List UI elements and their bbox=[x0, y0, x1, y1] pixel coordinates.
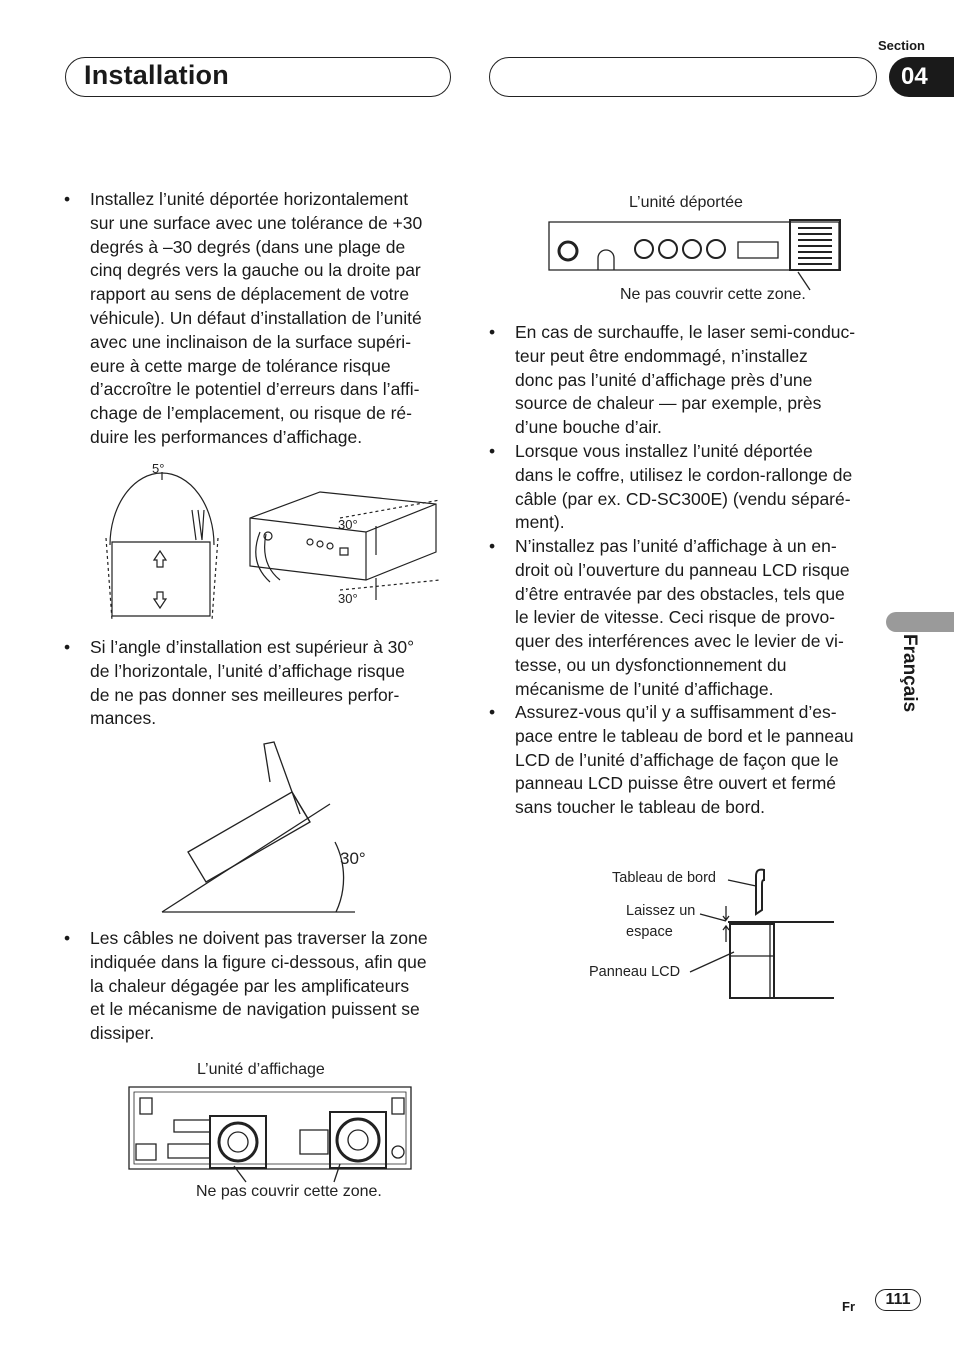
arrow-down-icon bbox=[154, 592, 166, 608]
remote-unit-figure bbox=[548, 218, 840, 290]
text-line: tesse, ou un dysfonctionnement du bbox=[515, 654, 787, 675]
text-line: d’être entravée par des obstacles, tels que bbox=[515, 583, 845, 604]
antenna bbox=[264, 742, 300, 814]
fan-left-hub bbox=[228, 1132, 248, 1152]
lcd-panel bbox=[730, 924, 774, 998]
text-line: panneau LCD puisse être ouvert et fermé bbox=[515, 773, 837, 794]
incline-line bbox=[162, 804, 330, 912]
connector bbox=[174, 1120, 210, 1132]
text-line: chage de l’emplacement, ou risque de ré- bbox=[90, 403, 412, 424]
remote-unit-caption: Ne pas couvrir cette zone. bbox=[620, 286, 806, 303]
bullet-cables bbox=[64, 927, 428, 1046]
left-dashed-line bbox=[106, 538, 112, 620]
text-line: de ne pas donner ses meilleures perfor- bbox=[90, 684, 400, 705]
text-line: Les câbles ne doivent pas traverser la zone bbox=[90, 928, 428, 948]
page-title: Installation bbox=[84, 60, 229, 90]
bullet-text bbox=[90, 927, 428, 1046]
lcd-leader bbox=[690, 952, 734, 972]
text-line: droit où l’ouverture du panneau LCD risque bbox=[515, 559, 850, 580]
footer-lang-code: Fr bbox=[842, 1299, 855, 1314]
caption-leader bbox=[334, 1164, 340, 1182]
text-line: Assurez-vous qu’il y a suffisamment d’es- bbox=[515, 702, 837, 722]
port-circle bbox=[307, 539, 313, 545]
cable-plugs bbox=[192, 510, 204, 540]
connector bbox=[168, 1144, 210, 1158]
multi-connector bbox=[738, 242, 778, 258]
gap-leader bbox=[700, 914, 726, 921]
dashboard-profile bbox=[756, 870, 764, 914]
text-line: pace entre le tableau de bord et le panneau bbox=[515, 725, 854, 746]
text-line: sur une surface avec une tolérance de +30 bbox=[90, 212, 423, 233]
port-circle bbox=[317, 541, 323, 547]
bullet-dot: • bbox=[64, 928, 71, 948]
header-right-frame bbox=[489, 57, 877, 97]
bullet-overheat bbox=[489, 321, 855, 440]
angle-label-lower-30: 30° bbox=[338, 591, 358, 606]
inclined-unit-figure bbox=[160, 742, 360, 917]
language-label: Français bbox=[899, 634, 920, 713]
language-label-wrap bbox=[894, 634, 926, 724]
text-line: mances. bbox=[90, 708, 157, 729]
text-line: câble (par ex. CD-SC300E) (vendu séparé- bbox=[515, 488, 851, 509]
text-line: avec une inclinaison de la surface supéri- bbox=[90, 331, 412, 352]
mount-bracket bbox=[392, 1098, 404, 1114]
lower-tolerance-line bbox=[340, 580, 440, 590]
text-line: Installez l’unité déportée horizontalement bbox=[90, 189, 409, 209]
port-square bbox=[340, 548, 348, 555]
text-line: donc pas l’unité d’affichage près d’une bbox=[515, 369, 813, 390]
text-line: eure à cette marge de tolérance risque bbox=[90, 355, 391, 376]
dashboard-gap-figure bbox=[686, 866, 836, 1002]
remote-unit-title: L’unité déportée bbox=[629, 194, 743, 211]
fan-right-hub bbox=[348, 1130, 368, 1150]
text-line: sans toucher le tableau de bord. bbox=[515, 797, 766, 818]
bullet-dot: • bbox=[489, 536, 496, 556]
page-number: 111 bbox=[875, 1289, 921, 1311]
text-line: et le mécanisme de navigation puissent se bbox=[90, 999, 420, 1020]
bullet-angle-over-30 bbox=[64, 636, 414, 731]
tilt-tolerance-figure bbox=[100, 460, 445, 625]
text-line: teur peut être endommagé, n’installez bbox=[515, 345, 808, 366]
port-circle bbox=[559, 242, 577, 260]
connector bbox=[136, 1144, 156, 1160]
rca-jack bbox=[635, 240, 653, 258]
text-line: duire les performances d’affichage. bbox=[90, 426, 363, 447]
tilt-arc bbox=[110, 473, 214, 545]
mount-bracket bbox=[140, 1098, 152, 1114]
bullet-dot: • bbox=[64, 637, 71, 657]
text-line: Si l’angle d’installation est supérieur à 30° bbox=[90, 637, 415, 657]
remote-unit-body bbox=[549, 222, 839, 270]
bullet-dot: • bbox=[489, 322, 496, 342]
bullet-lcd-obstacles bbox=[489, 535, 850, 702]
bullet-text bbox=[90, 636, 414, 731]
unit-body bbox=[188, 792, 310, 882]
gap-label-line1: Laissez un bbox=[626, 903, 696, 919]
section-label: Section bbox=[878, 38, 925, 53]
text-line: véhicule). Un défaut d’installation de l’unité bbox=[90, 307, 422, 328]
bullet-dashboard-space bbox=[489, 701, 854, 820]
port-circle bbox=[327, 543, 333, 549]
text-line: mécanisme de l’unité d’affichage. bbox=[515, 678, 774, 699]
display-unit-caption: Ne pas couvrir cette zone. bbox=[196, 1183, 382, 1200]
dashboard-label: Tableau de bord bbox=[612, 870, 716, 886]
gap-label-line2: espace bbox=[626, 924, 673, 940]
text-line: la chaleur dégagée par les amplificateurs bbox=[90, 975, 410, 996]
unit-inner-frame bbox=[134, 1092, 406, 1164]
bullet-text bbox=[515, 701, 854, 820]
text-line: ment). bbox=[515, 512, 565, 533]
display-unit-rear-figure bbox=[128, 1086, 412, 1182]
text-line: de l’horizontale, l’unité d’affichage risque bbox=[90, 660, 405, 681]
unit-end-face bbox=[292, 792, 310, 822]
text-line: En cas de surchauffe, le laser semi-conduc- bbox=[515, 322, 856, 342]
bullet-text bbox=[515, 535, 850, 702]
bullet-dot: • bbox=[489, 441, 496, 461]
antenna-port bbox=[598, 250, 614, 270]
bullet-trunk-install bbox=[489, 440, 852, 535]
bullet-text bbox=[90, 188, 422, 450]
dashboard-leader bbox=[728, 880, 756, 886]
text-line: N’installez pas l’unité d’affichage à un en- bbox=[515, 536, 837, 556]
language-tab bbox=[886, 612, 954, 632]
rca-jack bbox=[683, 240, 701, 258]
fan-right-icon bbox=[337, 1119, 379, 1161]
angle-label-upper-30: 30° bbox=[338, 517, 358, 532]
text-line: d’une bouche d’air. bbox=[515, 417, 662, 438]
text-line: dans le coffre, utilisez le cordon-rallonge de bbox=[515, 464, 853, 485]
text-line: rapport au sens de déplacement de votre bbox=[90, 284, 410, 305]
connector bbox=[300, 1130, 328, 1154]
arrow-up-icon bbox=[154, 551, 166, 567]
rca-jack bbox=[707, 240, 725, 258]
section-number-badge: 04 bbox=[889, 57, 954, 97]
text-line: cinq degrés vers la gauche ou la droite par bbox=[90, 260, 421, 281]
text-line: quer des interférences avec le levier de vi- bbox=[515, 631, 844, 652]
text-line: degrés à –30 degrés (dans une plage de bbox=[90, 236, 406, 257]
bullet-text bbox=[515, 321, 855, 440]
text-line: Lorsque vous installez l’unité déportée bbox=[515, 441, 813, 461]
bullet-text bbox=[515, 440, 852, 535]
bullet-dot: • bbox=[64, 189, 71, 209]
right-dashed-line bbox=[212, 538, 218, 620]
bullet-dot: • bbox=[489, 702, 496, 722]
text-line: d’accroître le potentiel d’erreurs dans l’affi- bbox=[90, 379, 420, 400]
text-line: indiquée dans la figure ci-dessous, afin que bbox=[90, 951, 427, 972]
text-line: dissiper. bbox=[90, 1023, 155, 1044]
unit-box-perspective bbox=[250, 492, 436, 580]
incline-angle-label: 30° bbox=[340, 849, 366, 868]
text-line: le levier de vitesse. Ceci risque de provo- bbox=[515, 607, 836, 628]
lcd-label: Panneau LCD bbox=[589, 964, 681, 980]
vent-grille-icon bbox=[798, 228, 832, 264]
port-circle bbox=[392, 1146, 404, 1158]
text-line: LCD de l’unité d’affichage de façon que le bbox=[515, 749, 839, 770]
display-unit-title: L’unité d’affichage bbox=[197, 1061, 325, 1078]
bullet-install-horizontal bbox=[64, 188, 422, 450]
rca-jack bbox=[659, 240, 677, 258]
fan-left-icon bbox=[219, 1123, 257, 1161]
text-line: source de chaleur — par exemple, près bbox=[515, 393, 822, 414]
angle-label-5: 5° bbox=[152, 461, 165, 476]
